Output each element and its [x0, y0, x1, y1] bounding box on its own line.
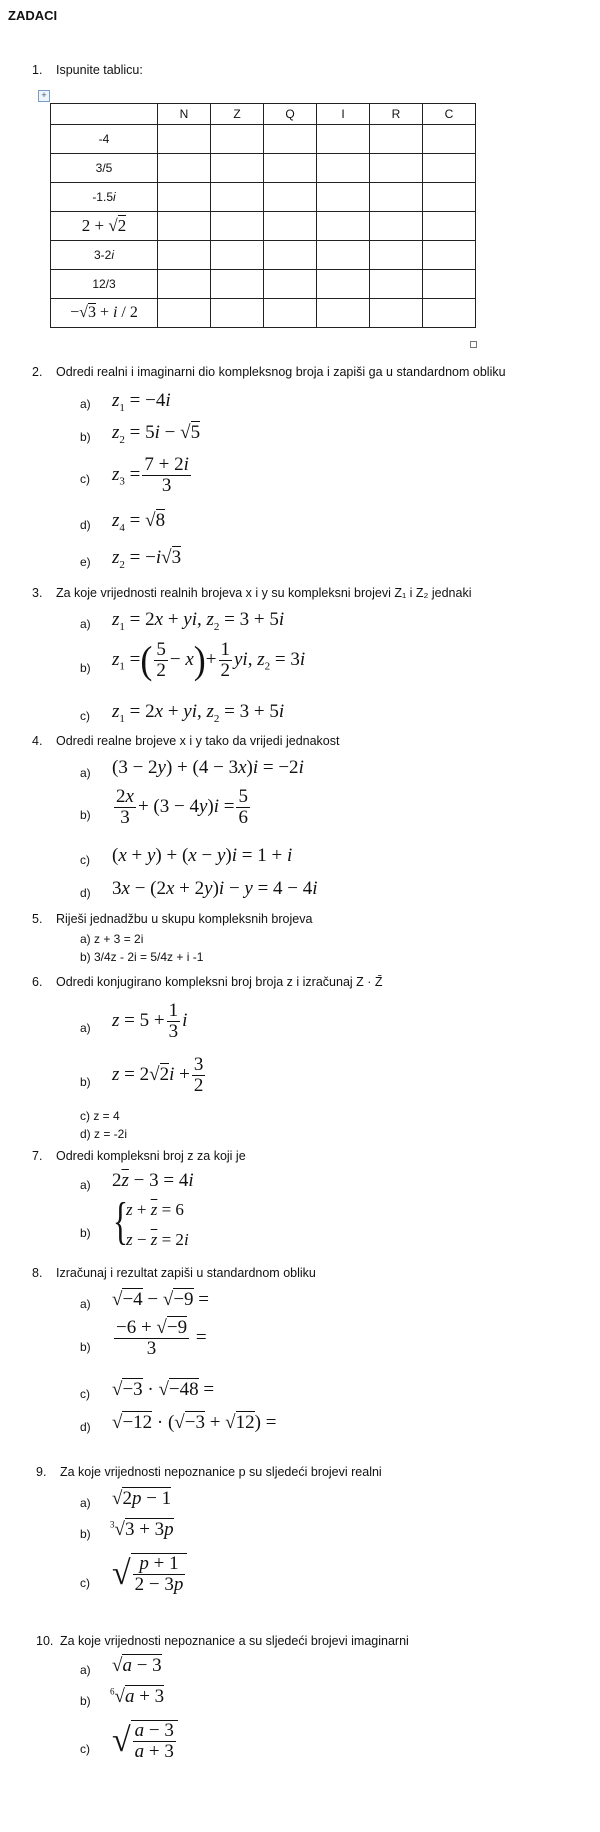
formula: √ $\frac{a - 3}{a + 3}$ [112, 1720, 178, 1762]
item-label: c) [80, 1576, 90, 1590]
formula: $\frac{-6 + √-9}{3}$ = [116, 1317, 207, 1359]
item-label: d) [80, 886, 91, 900]
table-row [51, 241, 476, 270]
formula: √−3 · √−48 = [112, 1379, 215, 1400]
item-label: b) [80, 1340, 91, 1354]
item-label: a) [80, 766, 91, 780]
item-label: c) [80, 709, 90, 723]
table-header-cell: Z [211, 104, 264, 125]
item-label: b) [80, 1527, 91, 1541]
formula: (3 − 2y) + (4 − 3x)i = −2i [112, 757, 304, 778]
table-header-cell: Q [264, 104, 317, 125]
formula: $^6$√a + 3 [110, 1686, 165, 1707]
formula: $z_1$ =( $\frac{5}{2}$ − x)+ $\frac{1}{2}$ yi, $z_2 = 3i$ [112, 638, 306, 683]
formula: $^3$√3 + 3p [110, 1519, 174, 1540]
formula: z = 2√2i + $\frac{3}{2}$ [112, 1054, 204, 1096]
formula: $\frac{2x}{3}$ + (3 − 4y)i = $\frac{5}{6}$ [116, 786, 248, 828]
item-label: a) [80, 1178, 91, 1192]
formula: $z_4 = √8$ [112, 510, 166, 534]
table-row-label: -4 [51, 125, 158, 154]
formula: √−4 − √−9 = [112, 1289, 209, 1310]
table-resize-handle[interactable] [470, 341, 477, 348]
item-label: b) 3/4z - 2i = 5/4z + i -1 [80, 950, 204, 964]
item-label: a) [80, 1297, 91, 1311]
task-5-number: 5. [32, 912, 43, 926]
item-label: a) [80, 617, 91, 631]
task-7-number: 7. [32, 1149, 43, 1163]
item-label: a) [80, 397, 91, 411]
formula: $z + \overline{z} = 6$ [126, 1200, 184, 1219]
table-header-cell: R [370, 104, 423, 125]
item-label: d) z = -2i [80, 1127, 128, 1141]
table-row [51, 125, 476, 154]
formula: $z_1 = 2x$ + yi, $z_2 = 3 + 5i$ [112, 609, 285, 633]
formula: √a − 3 [112, 1655, 162, 1676]
formula: $z_1 = -4i$ [112, 390, 171, 414]
task-8-text: Izračunaj i rezultat zapiši u standardnom obliku [56, 1266, 316, 1280]
table-row-label: −√3 + i / 2 [51, 299, 158, 328]
table-row [51, 212, 476, 241]
task-6-text: Odredi konjugirano kompleksni broj broja z i izračunaj Z · Z̄ [56, 975, 383, 989]
system-brace: { [112, 1193, 128, 1250]
table-row [51, 299, 476, 328]
table-header-cell: N [158, 104, 211, 125]
formula: $z_2 = 5i - √5$ [112, 422, 201, 446]
formula: $z - \overline{z} = 2i$ [126, 1230, 189, 1249]
table-row [51, 270, 476, 299]
formula: √ $\frac{p + 1}{2 - 3p}$ [112, 1553, 187, 1595]
task-2-text: Odredi realni i imaginarni dio kompleksnog broja i zapiši ga u standardnom obliku [56, 365, 506, 379]
formula: √2p − 1 [112, 1488, 172, 1509]
table-header-cell [51, 104, 158, 125]
table-header-cell: C [423, 104, 476, 125]
item-label: b) [80, 808, 91, 822]
formula: √−12 · (√−3 + √12) = [112, 1412, 277, 1433]
task-3-number: 3. [32, 586, 43, 600]
task-10-text: Za koje vrijednosti nepoznanice a su sljedeći brojevi imaginarni [60, 1634, 409, 1648]
formula: $z_2 = -i√3$ [112, 547, 182, 571]
classification-table [50, 103, 476, 328]
table-header-cell: I [317, 104, 370, 125]
item-label: b) [80, 661, 91, 675]
table-row-label: 3/5 [51, 154, 158, 183]
item-label: a) [80, 1021, 91, 1035]
formula: $z_3$ = $\frac{7 + 2i}{3}$ [112, 454, 189, 496]
formula: $2\overline{z} - 3 = 4i$ [112, 1170, 194, 1191]
item-label: b) [80, 1694, 91, 1708]
task-6-number: 6. [32, 975, 43, 989]
item-label: b) [80, 1075, 91, 1089]
task-10-number: 10. [36, 1634, 54, 1648]
table-row [51, 183, 476, 212]
formula: $z_1 = 2x$ + yi, $z_2 = 3 + 5i$ [112, 701, 285, 725]
table-row-label: 12/3 [51, 270, 158, 299]
item-label: b) [80, 430, 91, 444]
table-row-label: 2 + √2 [51, 212, 158, 241]
item-label: b) [80, 1226, 91, 1240]
task-2-number: 2. [32, 365, 43, 379]
item-label: d) [80, 1420, 91, 1434]
table-move-handle-icon[interactable]: + [38, 90, 50, 102]
table-header-row [51, 104, 476, 125]
task-4-text: Odredi realne brojeve x i y tako da vrijedi jednakost [56, 734, 340, 748]
formula: z = 5 + $\frac{1}{3}$ i [112, 1000, 188, 1042]
item-label: a) [80, 1496, 91, 1510]
item-label: c) [80, 472, 90, 486]
task-4-number: 4. [32, 734, 43, 748]
item-label: c) z = 4 [80, 1109, 120, 1123]
task-9-text: Za koje vrijednosti nepoznanice p su sljedeći brojevi realni [60, 1465, 382, 1479]
task-5-text: Riješi jednadžbu u skupu kompleksnih brojeva [56, 912, 313, 926]
formula: 3x − (2x + 2y)i − y = 4 − 4i [112, 878, 318, 899]
task-9-number: 9. [36, 1465, 47, 1479]
item-label: c) [80, 1742, 90, 1756]
task-8-number: 8. [32, 1266, 43, 1280]
table-row-label: 3-2i [51, 241, 158, 270]
item-label: c) [80, 853, 90, 867]
item-label: e) [80, 555, 91, 569]
document-title: ZADACI [8, 8, 58, 23]
task-7-text: Odredi kompleksni broj z za koji je [56, 1149, 246, 1163]
item-label: a) z + 3 = 2i [80, 932, 144, 946]
formula: (x + y) + (x − y)i = 1 + i [112, 845, 293, 866]
item-label: d) [80, 518, 91, 532]
table-row-label: -1.5i [51, 183, 158, 212]
table-row [51, 154, 476, 183]
task-1-number: 1. [32, 63, 43, 77]
item-label: c) [80, 1387, 90, 1401]
item-label: a) [80, 1663, 91, 1677]
task-3-text: Za koje vrijednosti realnih brojeva x i y su kompleksni brojevi Z₁ i Z₂ jednaki [56, 586, 472, 600]
task-1-text: Ispunite tablicu: [56, 63, 143, 77]
